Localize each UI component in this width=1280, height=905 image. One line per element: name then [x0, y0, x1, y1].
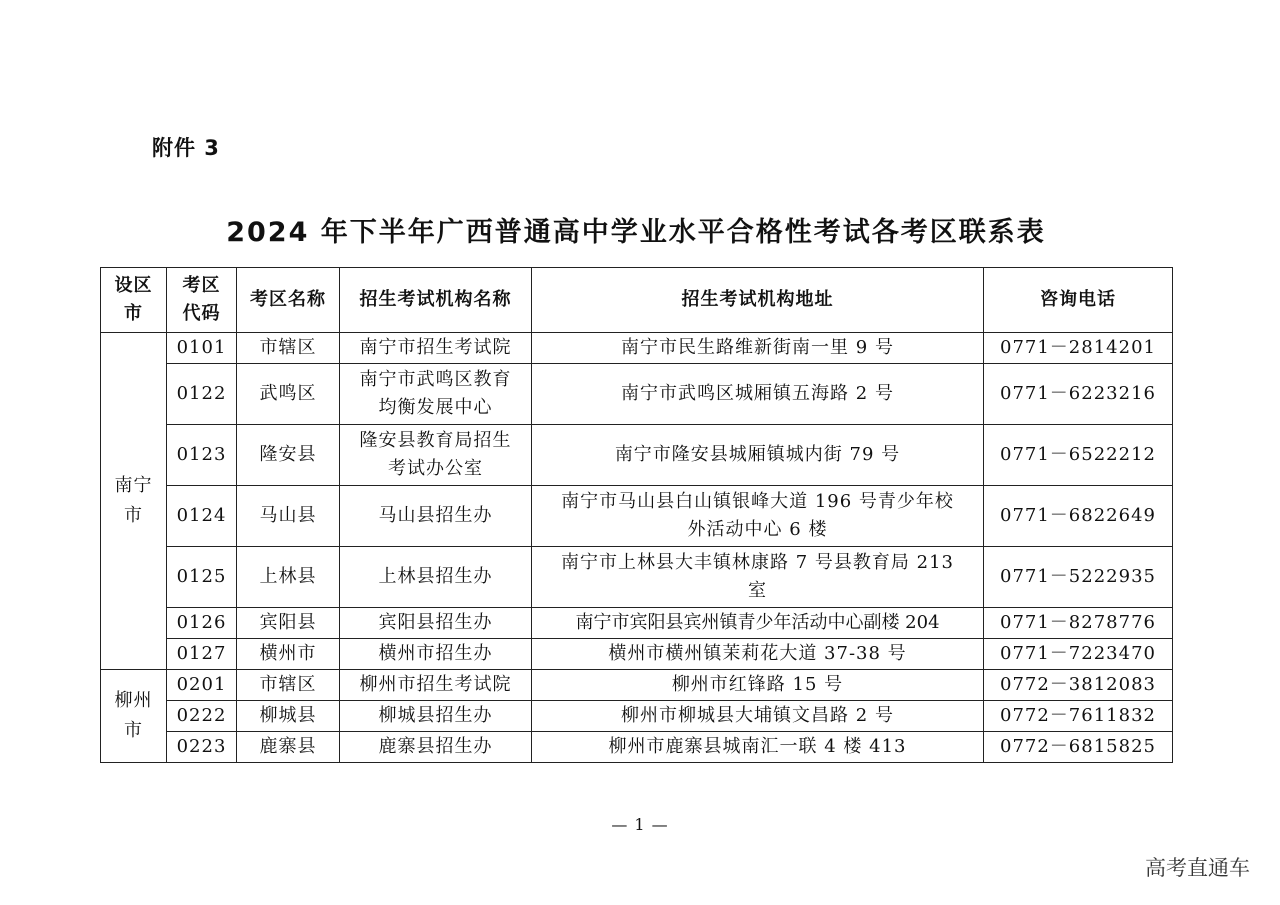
org-cell: 横州市招生办: [340, 639, 532, 670]
table-row: [101, 639, 1173, 670]
address-cell: 横州市横州镇茉莉花大道 37-38 号: [532, 639, 984, 670]
table-row: [101, 670, 1173, 701]
city-cell: 南宁 市: [101, 333, 167, 670]
table-row: [101, 732, 1173, 763]
org-cell: 宾阳县招生办: [340, 608, 532, 639]
code-cell: 0125: [167, 547, 237, 608]
code-cell: 0101: [167, 333, 237, 364]
phone-cell: 0771－6822649: [984, 486, 1173, 547]
table-row: [101, 333, 1173, 364]
address-cell: 南宁市隆安县城厢镇城内街 79 号: [532, 425, 984, 486]
header-row: [101, 268, 1173, 333]
table-row: [101, 547, 1173, 608]
org-cell: 南宁市招生考试院: [340, 333, 532, 364]
attachment-label: 附件 3: [152, 136, 220, 160]
phone-cell: 0771－2814201: [984, 333, 1173, 364]
header-district: 考区名称: [237, 268, 340, 333]
header-address: 招生考试机构地址: [532, 268, 984, 333]
code-cell: 0222: [167, 701, 237, 732]
header-code: 考区 代码: [167, 268, 237, 333]
district-cell: 柳城县: [237, 701, 340, 732]
phone-cell: 0771－6522212: [984, 425, 1173, 486]
phone-cell: 0771－5222935: [984, 547, 1173, 608]
header-org: 招生考试机构名称: [340, 268, 532, 333]
address-cell: 柳州市鹿寨县城南汇一联 4 楼 413: [532, 732, 984, 763]
code-cell: 0126: [167, 608, 237, 639]
address-cell: 南宁市马山县白山镇银峰大道 196 号青少年校 外活动中心 6 楼: [532, 486, 984, 547]
code-cell: 0123: [167, 425, 237, 486]
org-cell: 柳州市招生考试院: [340, 670, 532, 701]
table-row: [101, 701, 1173, 732]
city-cell: 柳州 市: [101, 670, 167, 763]
phone-cell: 0772－6815825: [984, 732, 1173, 763]
district-cell: 上林县: [237, 547, 340, 608]
district-cell: 市辖区: [237, 670, 340, 701]
code-cell: 0223: [167, 732, 237, 763]
address-cell: 南宁市武鸣区城厢镇五海路 2 号: [532, 364, 984, 425]
org-cell: 南宁市武鸣区教育 均衡发展中心: [340, 364, 532, 425]
table-row: [101, 425, 1173, 486]
header-phone: 咨询电话: [984, 268, 1173, 333]
org-cell: 隆安县教育局招生 考试办公室: [340, 425, 532, 486]
phone-cell: 0771－6223216: [984, 364, 1173, 425]
district-cell: 市辖区: [237, 333, 340, 364]
district-cell: 马山县: [237, 486, 340, 547]
district-cell: 隆安县: [237, 425, 340, 486]
code-cell: 0127: [167, 639, 237, 670]
org-cell: 鹿寨县招生办: [340, 732, 532, 763]
address-cell: 南宁市宾阳县宾州镇青少年活动中心副楼 204: [532, 608, 984, 639]
table-row: [101, 486, 1173, 547]
code-cell: 0124: [167, 486, 237, 547]
org-cell: 马山县招生办: [340, 486, 532, 547]
address-cell: 柳州市红锋路 15 号: [532, 670, 984, 701]
address-cell: 南宁市上林县大丰镇林康路 7 号县教育局 213 室: [532, 547, 984, 608]
code-cell: 0201: [167, 670, 237, 701]
watermark-text: 高考直通车: [1145, 856, 1250, 880]
district-cell: 横州市: [237, 639, 340, 670]
address-cell: 柳州市柳城县大埔镇文昌路 2 号: [532, 701, 984, 732]
phone-cell: 0772－3812083: [984, 670, 1173, 701]
phone-cell: 0771－7223470: [984, 639, 1173, 670]
district-cell: 宾阳县: [237, 608, 340, 639]
header-city: 设区 市: [101, 268, 167, 333]
table-row: [101, 608, 1173, 639]
document-title: 2024 年下半年广西普通高中学业水平合格性考试各考区联系表: [226, 217, 1046, 248]
table-row: [101, 364, 1173, 425]
code-cell: 0122: [167, 364, 237, 425]
address-cell: 南宁市民生路维新街南一里 9 号: [532, 333, 984, 364]
phone-cell: 0772－7611832: [984, 701, 1173, 732]
phone-cell: 0771－8278776: [984, 608, 1173, 639]
page-number: — 1 —: [611, 815, 669, 834]
district-cell: 武鸣区: [237, 364, 340, 425]
district-cell: 鹿寨县: [237, 732, 340, 763]
org-cell: 柳城县招生办: [340, 701, 532, 732]
org-cell: 上林县招生办: [340, 547, 532, 608]
contact-table: [100, 267, 1173, 763]
